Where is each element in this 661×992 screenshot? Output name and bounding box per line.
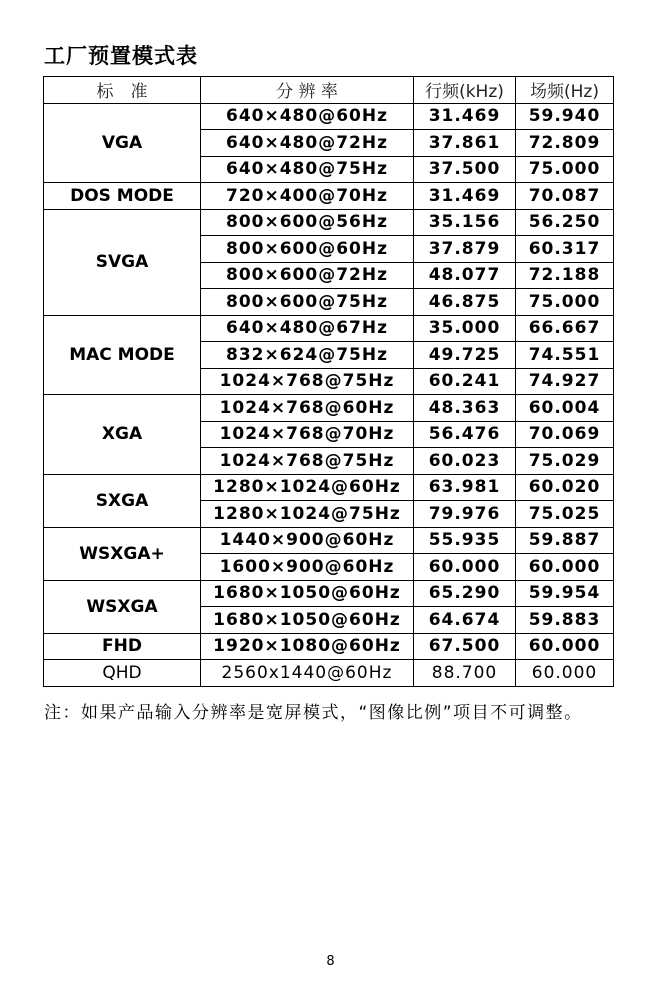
table-row [44, 660, 614, 687]
cell-hfreq: 46.875 [414, 289, 516, 316]
cell-hfreq: 35.156 [414, 209, 516, 236]
cell-standard: WSXGA+ [44, 527, 201, 580]
cell-resolution: 1024×768@75Hz [201, 448, 414, 475]
cell-vfreq: 75.000 [516, 156, 614, 183]
cell-resolution: 1440×900@60Hz [201, 527, 414, 554]
cell-resolution: 1600×900@60Hz [201, 554, 414, 581]
table-row [44, 315, 614, 342]
cell-hfreq: 65.290 [414, 580, 516, 607]
header-resolution: 分 辨 率 [201, 77, 414, 104]
table-row [44, 527, 614, 554]
page-title: 工厂预置模式表 [44, 43, 198, 68]
cell-resolution: 800×600@75Hz [201, 289, 414, 316]
cell-hfreq: 37.879 [414, 236, 516, 263]
cell-resolution: 800×600@72Hz [201, 262, 414, 289]
page-number: 8 [326, 954, 335, 969]
table-row [44, 103, 614, 130]
table-row [44, 209, 614, 236]
cell-resolution: 640×480@75Hz [201, 156, 414, 183]
table-row [44, 474, 614, 501]
cell-hfreq: 60.241 [414, 368, 516, 395]
cell-vfreq: 60.317 [516, 236, 614, 263]
cell-vfreq: 74.551 [516, 342, 614, 369]
cell-hfreq: 31.469 [414, 183, 516, 210]
cell-hfreq: 55.935 [414, 527, 516, 554]
table-row [44, 580, 614, 607]
cell-resolution: 1024×768@75Hz [201, 368, 414, 395]
cell-hfreq: 60.000 [414, 554, 516, 581]
cell-hfreq: 37.861 [414, 130, 516, 157]
cell-standard: SXGA [44, 474, 201, 527]
cell-hfreq: 64.674 [414, 607, 516, 634]
cell-hfreq: 56.476 [414, 421, 516, 448]
cell-resolution: 2560x1440@60Hz [201, 660, 414, 687]
cell-vfreq: 60.020 [516, 474, 614, 501]
cell-standard: QHD [44, 660, 201, 687]
cell-vfreq: 60.004 [516, 395, 614, 422]
cell-vfreq: 66.667 [516, 315, 614, 342]
cell-hfreq: 63.981 [414, 474, 516, 501]
cell-resolution: 1680×1050@60Hz [201, 580, 414, 607]
cell-resolution: 832×624@75Hz [201, 342, 414, 369]
table-row [44, 633, 614, 660]
cell-resolution: 1280×1024@60Hz [201, 474, 414, 501]
cell-resolution: 640×480@72Hz [201, 130, 414, 157]
cell-resolution: 640×480@60Hz [201, 103, 414, 130]
cell-resolution: 720×400@70Hz [201, 183, 414, 210]
cell-vfreq: 72.188 [516, 262, 614, 289]
cell-resolution: 640×480@67Hz [201, 315, 414, 342]
cell-vfreq: 75.025 [516, 501, 614, 528]
cell-resolution: 1024×768@70Hz [201, 421, 414, 448]
cell-vfreq: 59.940 [516, 103, 614, 130]
cell-vfreq: 59.883 [516, 607, 614, 634]
cell-resolution: 1920×1080@60Hz [201, 633, 414, 660]
cell-standard: DOS MODE [44, 183, 201, 210]
cell-hfreq: 37.500 [414, 156, 516, 183]
cell-vfreq: 75.029 [516, 448, 614, 475]
cell-hfreq: 48.363 [414, 395, 516, 422]
cell-vfreq: 70.069 [516, 421, 614, 448]
header-vfreq: 场频(Hz) [516, 77, 614, 104]
header-hfreq: 行频(kHz) [414, 77, 516, 104]
cell-vfreq: 56.250 [516, 209, 614, 236]
cell-hfreq: 48.077 [414, 262, 516, 289]
header-standard: 标 准 [44, 77, 201, 104]
table-row [44, 395, 614, 422]
cell-standard: VGA [44, 103, 201, 183]
cell-vfreq: 59.887 [516, 527, 614, 554]
cell-hfreq: 49.725 [414, 342, 516, 369]
cell-resolution: 1680×1050@60Hz [201, 607, 414, 634]
cell-hfreq: 88.700 [414, 660, 516, 687]
cell-hfreq: 31.469 [414, 103, 516, 130]
cell-vfreq: 75.000 [516, 289, 614, 316]
cell-vfreq: 59.954 [516, 580, 614, 607]
preset-mode-table [43, 76, 614, 687]
table-body [44, 103, 614, 686]
cell-hfreq: 60.023 [414, 448, 516, 475]
cell-standard: WSXGA [44, 580, 201, 633]
cell-resolution: 800×600@56Hz [201, 209, 414, 236]
cell-resolution: 800×600@60Hz [201, 236, 414, 263]
cell-vfreq: 60.000 [516, 660, 614, 687]
cell-vfreq: 70.087 [516, 183, 614, 210]
cell-standard: MAC MODE [44, 315, 201, 395]
note-text: 注：如果产品输入分辨率是宽屏模式，“图像比例”项目不可调整。 [44, 703, 583, 723]
table-row [44, 183, 614, 210]
cell-standard: FHD [44, 633, 201, 660]
cell-standard: SVGA [44, 209, 201, 315]
cell-vfreq: 74.927 [516, 368, 614, 395]
cell-resolution: 1024×768@60Hz [201, 395, 414, 422]
cell-hfreq: 67.500 [414, 633, 516, 660]
cell-standard: XGA [44, 395, 201, 475]
cell-hfreq: 35.000 [414, 315, 516, 342]
cell-vfreq: 60.000 [516, 633, 614, 660]
cell-vfreq: 72.809 [516, 130, 614, 157]
table-header-row [44, 77, 614, 104]
cell-vfreq: 60.000 [516, 554, 614, 581]
cell-resolution: 1280×1024@75Hz [201, 501, 414, 528]
cell-hfreq: 79.976 [414, 501, 516, 528]
